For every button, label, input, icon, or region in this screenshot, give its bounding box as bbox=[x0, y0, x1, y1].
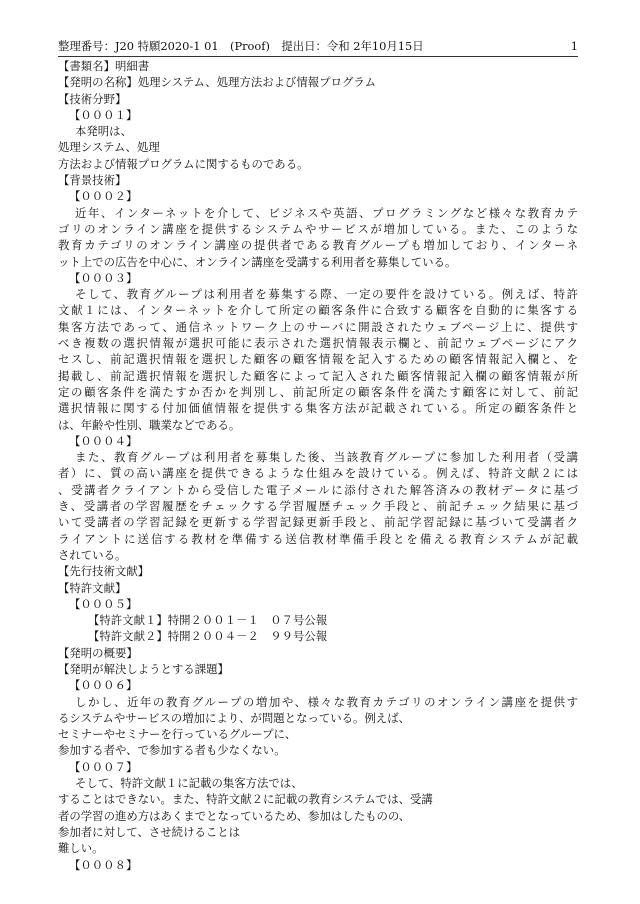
text-line: 【背景技術】 bbox=[58, 173, 127, 188]
text-line: 、受講者クライアントから受信した電子メールに添付された解答済みの教材データに基づ bbox=[58, 482, 578, 497]
text-line: 【技術分野】 bbox=[58, 91, 127, 106]
text-line: は、年齢や性別、職業などである。 bbox=[58, 417, 241, 432]
text-line: 近年、インターネットを介して、ビジネスや英語、プログラミングなど様々な教育カテ bbox=[75, 205, 578, 220]
text-line: 参加者に対して、させ続けることは bbox=[58, 824, 241, 839]
page-number: 1 bbox=[570, 39, 578, 53]
text-line: 【発明が解決しようとする課題】 bbox=[58, 661, 229, 676]
text-line: 【０００５】 bbox=[69, 596, 138, 611]
text-line: しかし、近年の教育グループの増加や、様々な教育カテゴリのオンライン講座を提供す bbox=[75, 694, 578, 709]
text-line: することはできない。また、特許文献２に記載の教育システムでは、受講 bbox=[58, 792, 433, 807]
text-line: 【０００７】 bbox=[69, 759, 138, 774]
text-line: 【発明の概要】 bbox=[58, 645, 138, 660]
text-line: 【特許文献２】特開２００４－２ ９９号公報 bbox=[88, 629, 328, 644]
document-body bbox=[58, 58, 578, 873]
text-line: セミナーやセミナーを行っているグループに、 bbox=[58, 727, 297, 742]
text-line: べき複数の選択情報が選択可能に表示された選択情報表示欄と、前記ウェブページにアク bbox=[58, 336, 578, 351]
text-line: 方法および情報プログラムに関するものである。 bbox=[58, 156, 309, 171]
header-text: 整理番号：J20 特願2020-1 01 (Proof) 提出日：令和 2年10月15日 bbox=[58, 39, 424, 53]
text-line: ライアントに送信する教材を準備する送信教材準備手段とを備える教育システムが記載 bbox=[58, 531, 578, 546]
text-line: 教育カテゴリのオンライン講座の提供者である教育グループも増加しており、インターネ bbox=[58, 238, 578, 253]
text-line: ット上での広告を中心に、オンライン講座を受講する利用者を募集している。 bbox=[58, 254, 457, 269]
text-line: いて受講者の学習記録を更新する学習記録更新手段と、前記学習記録に基づいて受講者ク bbox=[58, 515, 578, 530]
text-line: 定の顧客条件を満たすか否かを判別し、前記所定の顧客条件を満たす顧客に対して、前記 bbox=[58, 384, 578, 399]
text-line: き、受講者の学習履歴をチェックする学習履歴チェック手段と、前記チェック結果に基づ bbox=[58, 499, 578, 514]
text-line: 者）に、質の高い講座を提供できるような仕組みを設けている。例えば、特許文献２には bbox=[58, 466, 578, 481]
text-line: 【０００１】 bbox=[69, 107, 138, 122]
text-line: 【先行技術文献】 bbox=[58, 564, 150, 579]
text-line: 掲載し、前記選択情報を選択した顧客によって記入された顧客情報記入欄の顧客情報が所 bbox=[58, 368, 578, 383]
text-line: 難しい。 bbox=[58, 841, 104, 856]
text-line: 【０００２】 bbox=[69, 189, 138, 204]
text-line: 【発明の名称】処理システム、処理方法および情報プログラム bbox=[58, 75, 377, 90]
text-line: るシステムやサービスの増加により、が問題となっている。例えば、 bbox=[58, 710, 410, 725]
text-line: ゴリのオンライン講座を提供するシステムやサービスが増加している。また、このような bbox=[58, 221, 578, 236]
text-line: 【０００８】 bbox=[69, 857, 138, 872]
header-rule bbox=[58, 56, 578, 57]
text-line: そして、教育グループは利用者を募集する際、一定の要件を設けている。例えば、特許 bbox=[75, 287, 578, 302]
text-line: また、教育グループは利用者を募集した後、当該教育グループに参加した利用者（受講 bbox=[75, 450, 578, 465]
document-header bbox=[58, 38, 578, 54]
text-line: 【書類名】明細書 bbox=[58, 59, 150, 73]
text-line: 集客方法であって、通信ネットワーク上のサーバに開設されたウェブページ上に、提供す bbox=[58, 319, 578, 334]
text-line: セスし、前記選択情報を選択した顧客の顧客情報を記入するための顧客情報記入欄と、を bbox=[58, 352, 578, 367]
text-line: 【０００６】 bbox=[69, 678, 138, 693]
text-line: 【０００３】 bbox=[69, 270, 138, 285]
text-line: 【０００４】 bbox=[69, 433, 138, 448]
text-line: 処理システム、処理 bbox=[58, 140, 160, 155]
text-line: 参加する者や、で参加する者も少なくない。 bbox=[58, 743, 286, 758]
text-line: 者の学習の進め方はあくまでとなっているため、参加はしたものの、 bbox=[58, 808, 411, 823]
text-line: そして、特許文献１に記載の集客方法では、 bbox=[75, 776, 303, 791]
text-line: されている。 bbox=[58, 547, 127, 562]
text-line: 選択情報に関する付加価値情報を提供する集客方法が記載されている。所定の顧客条件と bbox=[58, 401, 578, 416]
text-line: 【特許文献１】特開２００１－１ ０７号公報 bbox=[88, 613, 328, 628]
text-line: 【特許文献】 bbox=[58, 580, 127, 595]
text-line: 本発明は、 bbox=[75, 124, 132, 139]
text-line: 文献１には、インターネットを介して所定の顧客条件に合致する顧客を自動的に集客する bbox=[58, 303, 578, 318]
